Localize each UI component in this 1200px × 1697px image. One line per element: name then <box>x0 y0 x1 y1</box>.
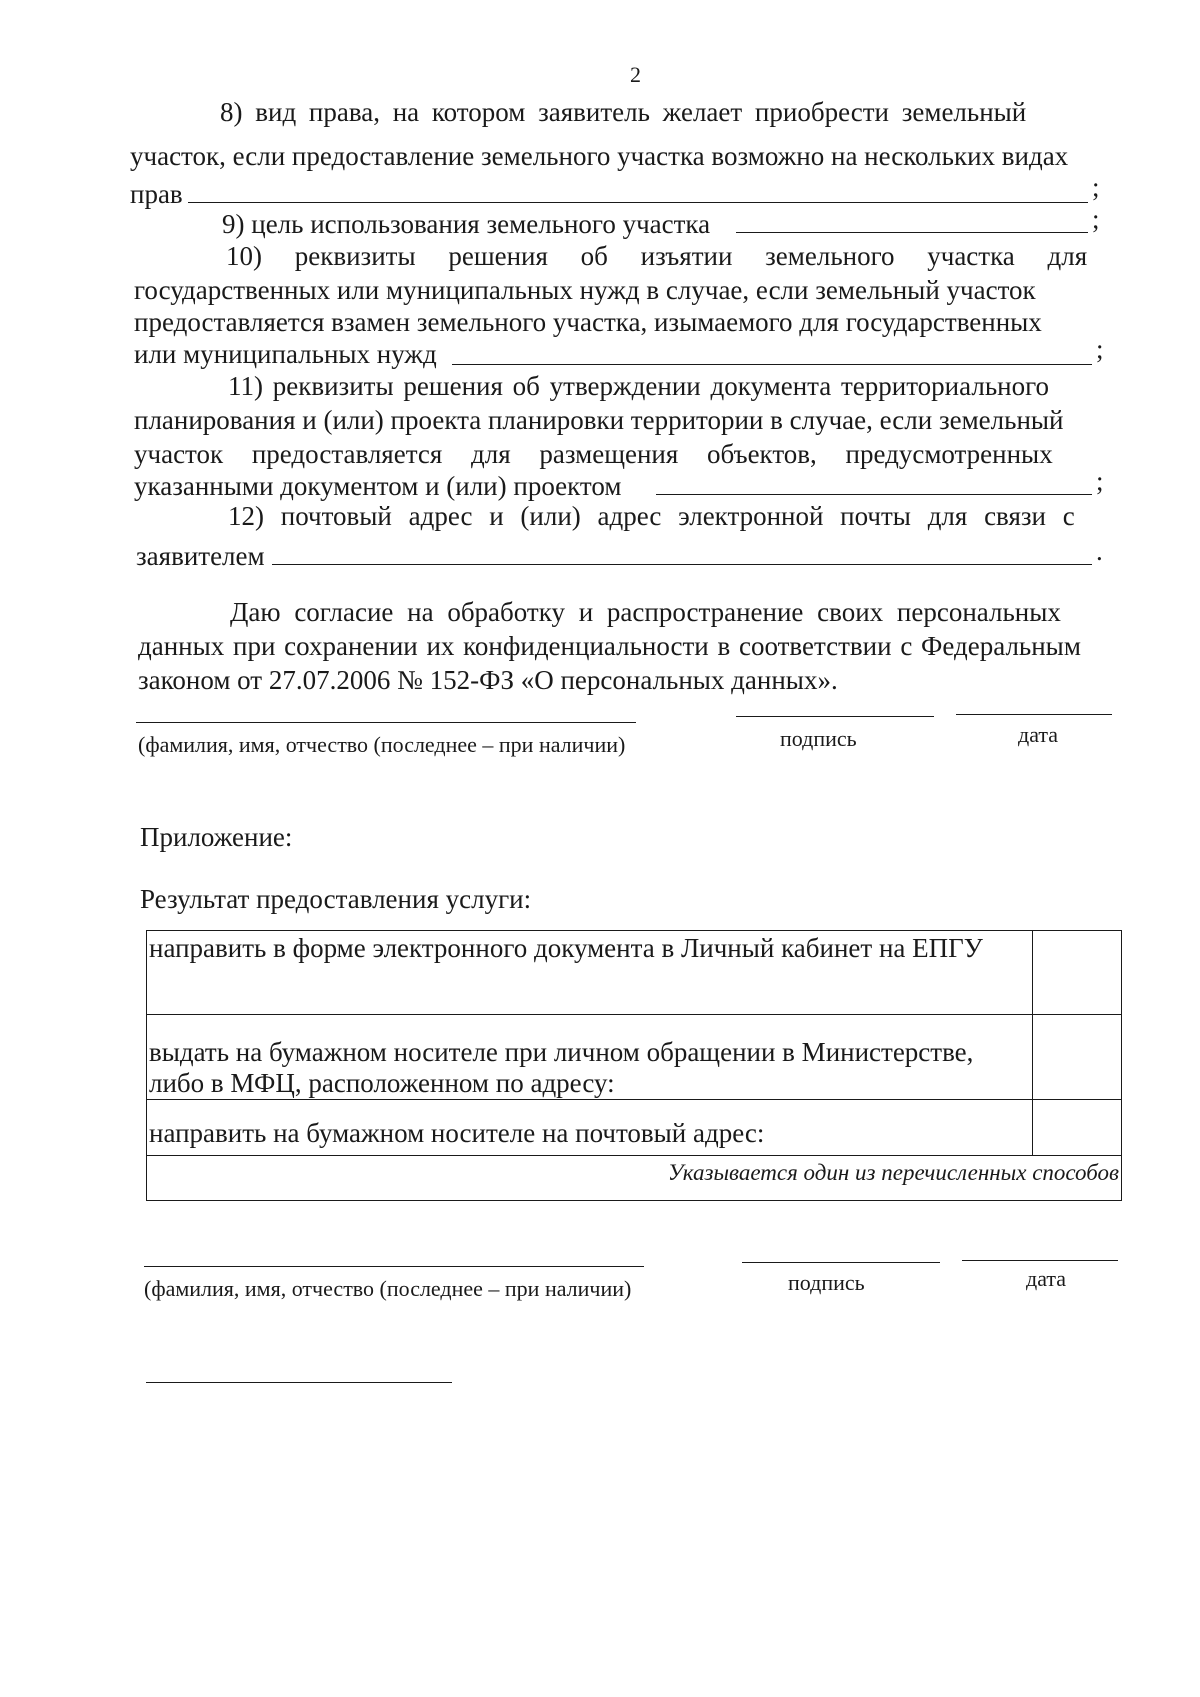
signature-caption-2: подпись <box>788 1270 865 1295</box>
date-caption-2: дата <box>1026 1266 1067 1291</box>
result-option-checkbox[interactable] <box>1033 1015 1122 1100</box>
date-field-2[interactable] <box>962 1260 1118 1261</box>
item-8-line-2: участок, если предоставление земельного участка возможно на нескольких видах <box>130 141 1069 171</box>
date-field-1[interactable] <box>956 714 1112 715</box>
attachment-heading: Приложение: <box>140 822 293 852</box>
item-10-line-4: или муниципальных нужд <box>134 339 437 369</box>
item-12-fill-line[interactable] <box>272 564 1092 565</box>
item-8-fill-line[interactable] <box>188 202 1088 203</box>
item-10-line-2: государственных или муниципальных нужд в случае, если земельный участок <box>134 275 1036 305</box>
consent-line-2: данных при сохранении их конфиденциальности в соответствии с Федеральным <box>138 631 1081 661</box>
name-field-1[interactable] <box>136 722 636 723</box>
name-field-2[interactable] <box>144 1266 644 1267</box>
result-option-label <box>147 1015 1033 1100</box>
result-option-text: направить в форме электронного документа в Личный кабинет на ЕПГУ <box>149 933 983 963</box>
result-heading: Результат предоставления услуги: <box>140 884 532 914</box>
result-note-row <box>147 1156 1122 1201</box>
item-11-fill-line[interactable] <box>656 494 1092 495</box>
item-11-line-4: указанными документом и (или) проектом <box>134 471 622 501</box>
result-option-text: либо в МФЦ, расположенном по адресу: <box>149 1068 615 1098</box>
signature-caption-1: подпись <box>780 726 857 751</box>
result-option-row <box>147 1015 1122 1100</box>
result-table <box>146 930 1122 1201</box>
item-8-line-3: прав <box>130 179 183 209</box>
item-10-fill-line[interactable] <box>452 364 1092 365</box>
footer-rule <box>146 1382 452 1383</box>
item-11-line-1: 11) реквизиты решения об утверждении документа территориального <box>228 371 1049 401</box>
item-10-line-1: 10) реквизиты решения об изъятии земельного участка для <box>226 241 1088 271</box>
result-option-text: выдать на бумажном носителе при личном обращении в Министерстве, <box>149 1037 974 1067</box>
consent-line-3: законом от 27.07.2006 № 152-ФЗ «О персональных данных». <box>138 665 838 695</box>
result-option-row <box>147 1100 1122 1156</box>
item-8-line-1: 8) вид права, на котором заявитель желает приобрести земельный <box>220 97 1027 127</box>
item-12-line-1: 12) почтовый адрес и (или) адрес электронной почты для связи с <box>228 501 1075 531</box>
date-caption-1: дата <box>1018 722 1059 747</box>
item-11-line-2: планирования и (или) проекта планировки территории в случае, если земельный <box>134 405 1064 435</box>
item-9-fill-line[interactable] <box>736 232 1088 233</box>
item-10-line-3: предоставляется взамен земельного участка, изымаемого для государственных <box>134 307 1042 337</box>
signature-field-1[interactable] <box>736 716 934 717</box>
item-10-end: ; <box>1096 334 1104 364</box>
consent-line-1: Даю согласие на обработку и распространение своих персональных <box>230 597 1061 627</box>
result-option-checkbox[interactable] <box>1033 1100 1122 1156</box>
result-option-row <box>147 931 1122 1015</box>
result-option-checkbox[interactable] <box>1033 931 1122 1015</box>
page-number: 2 <box>630 62 641 87</box>
result-option-label <box>147 931 1033 1015</box>
item-12-line-2: заявителем <box>136 541 265 571</box>
item-8-end: ; <box>1092 172 1100 202</box>
signature-field-2[interactable] <box>742 1262 940 1263</box>
item-12-end: . <box>1096 536 1103 566</box>
name-caption-1: (фамилия, имя, отчество (последнее – при наличии) <box>138 732 626 757</box>
item-11-line-3: участок предоставляется для размещения объектов, предусмотренных <box>134 439 1053 469</box>
result-option-label <box>147 1100 1033 1156</box>
item-11-end: ; <box>1096 466 1104 496</box>
item-9-line-1: 9) цель использования земельного участка <box>222 209 711 239</box>
result-note: Указывается один из перечисленных способов <box>147 1156 1122 1201</box>
name-caption-2: (фамилия, имя, отчество (последнее – при наличии) <box>144 1276 632 1301</box>
result-option-text: направить на бумажном носителе на почтовый адрес: <box>149 1118 765 1148</box>
item-9-end: ; <box>1092 204 1100 234</box>
